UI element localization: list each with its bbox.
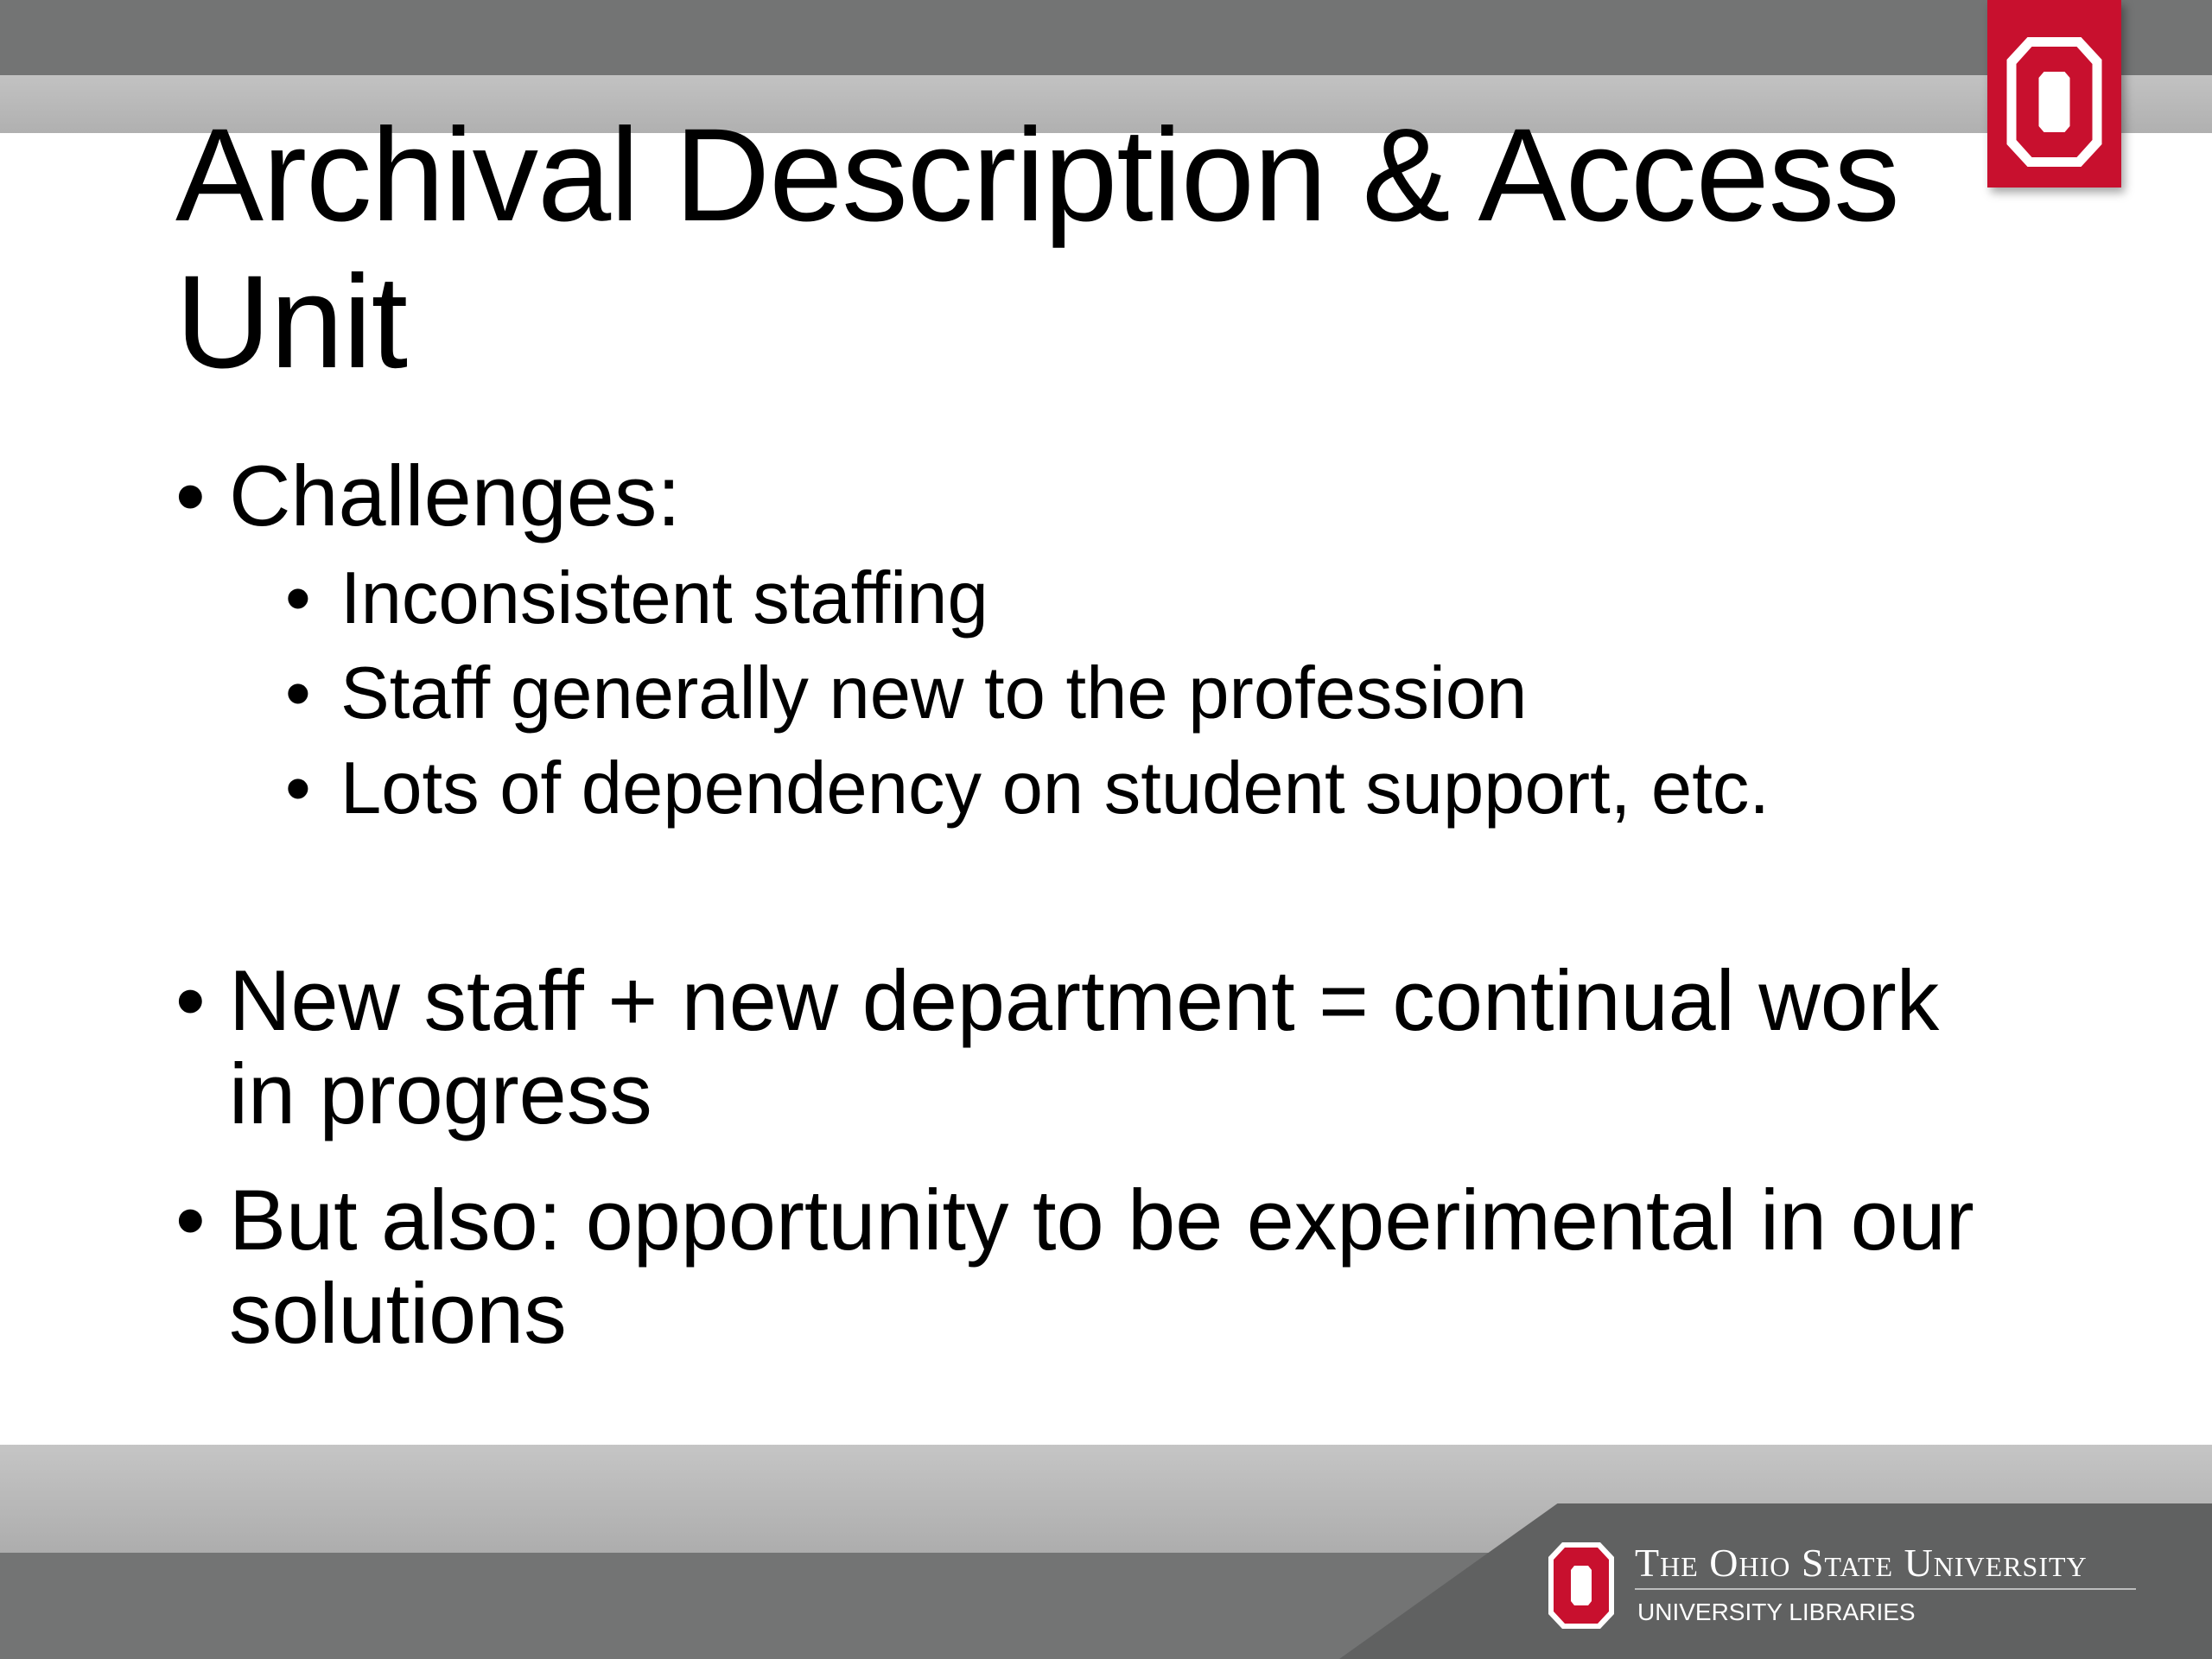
bullet-item-challenges — [175, 449, 2016, 543]
sub-bullet-item — [285, 551, 2013, 646]
libraries-wordmark: UNIVERSITY LIBRARIES — [1637, 1599, 1916, 1625]
sub-bullet-item — [285, 646, 2013, 741]
sub-bullet-text: Lots of dependency on student support, etc. — [340, 747, 1770, 830]
bullet-text: Challenges: — [229, 448, 681, 543]
bullet-dot: • — [285, 747, 311, 830]
bullet-dot: • — [285, 652, 311, 734]
bullet-item-continual-work — [175, 954, 2016, 1141]
bullet-text: New staff + new department = continual work in progress — [229, 952, 1940, 1141]
bullet-text: But also: opportunity to be experimental in our solutions — [229, 1172, 1974, 1361]
bullet-dot: • — [175, 952, 206, 1048]
bullet-dot: • — [175, 448, 206, 543]
university-wordmark: The Ohio State University — [1635, 1541, 2088, 1585]
sub-bullet-text: Staff generally new to the profession — [340, 652, 1528, 734]
sub-bullet-text: Inconsistent staffing — [340, 557, 988, 639]
bullet-dot: • — [175, 1172, 206, 1268]
bullet-dot: • — [285, 557, 311, 639]
header-band-dark — [0, 0, 2212, 75]
slide-title: Archival Description & Access Unit — [175, 101, 1899, 396]
wordmark-divider — [1635, 1588, 2136, 1590]
bullet-item-opportunity — [175, 1173, 2016, 1360]
block-o-icon — [2006, 37, 2102, 167]
sub-bullet-item — [285, 741, 2013, 836]
block-o-badge — [1987, 0, 2121, 188]
footer-block-o-icon — [1548, 1542, 1614, 1629]
